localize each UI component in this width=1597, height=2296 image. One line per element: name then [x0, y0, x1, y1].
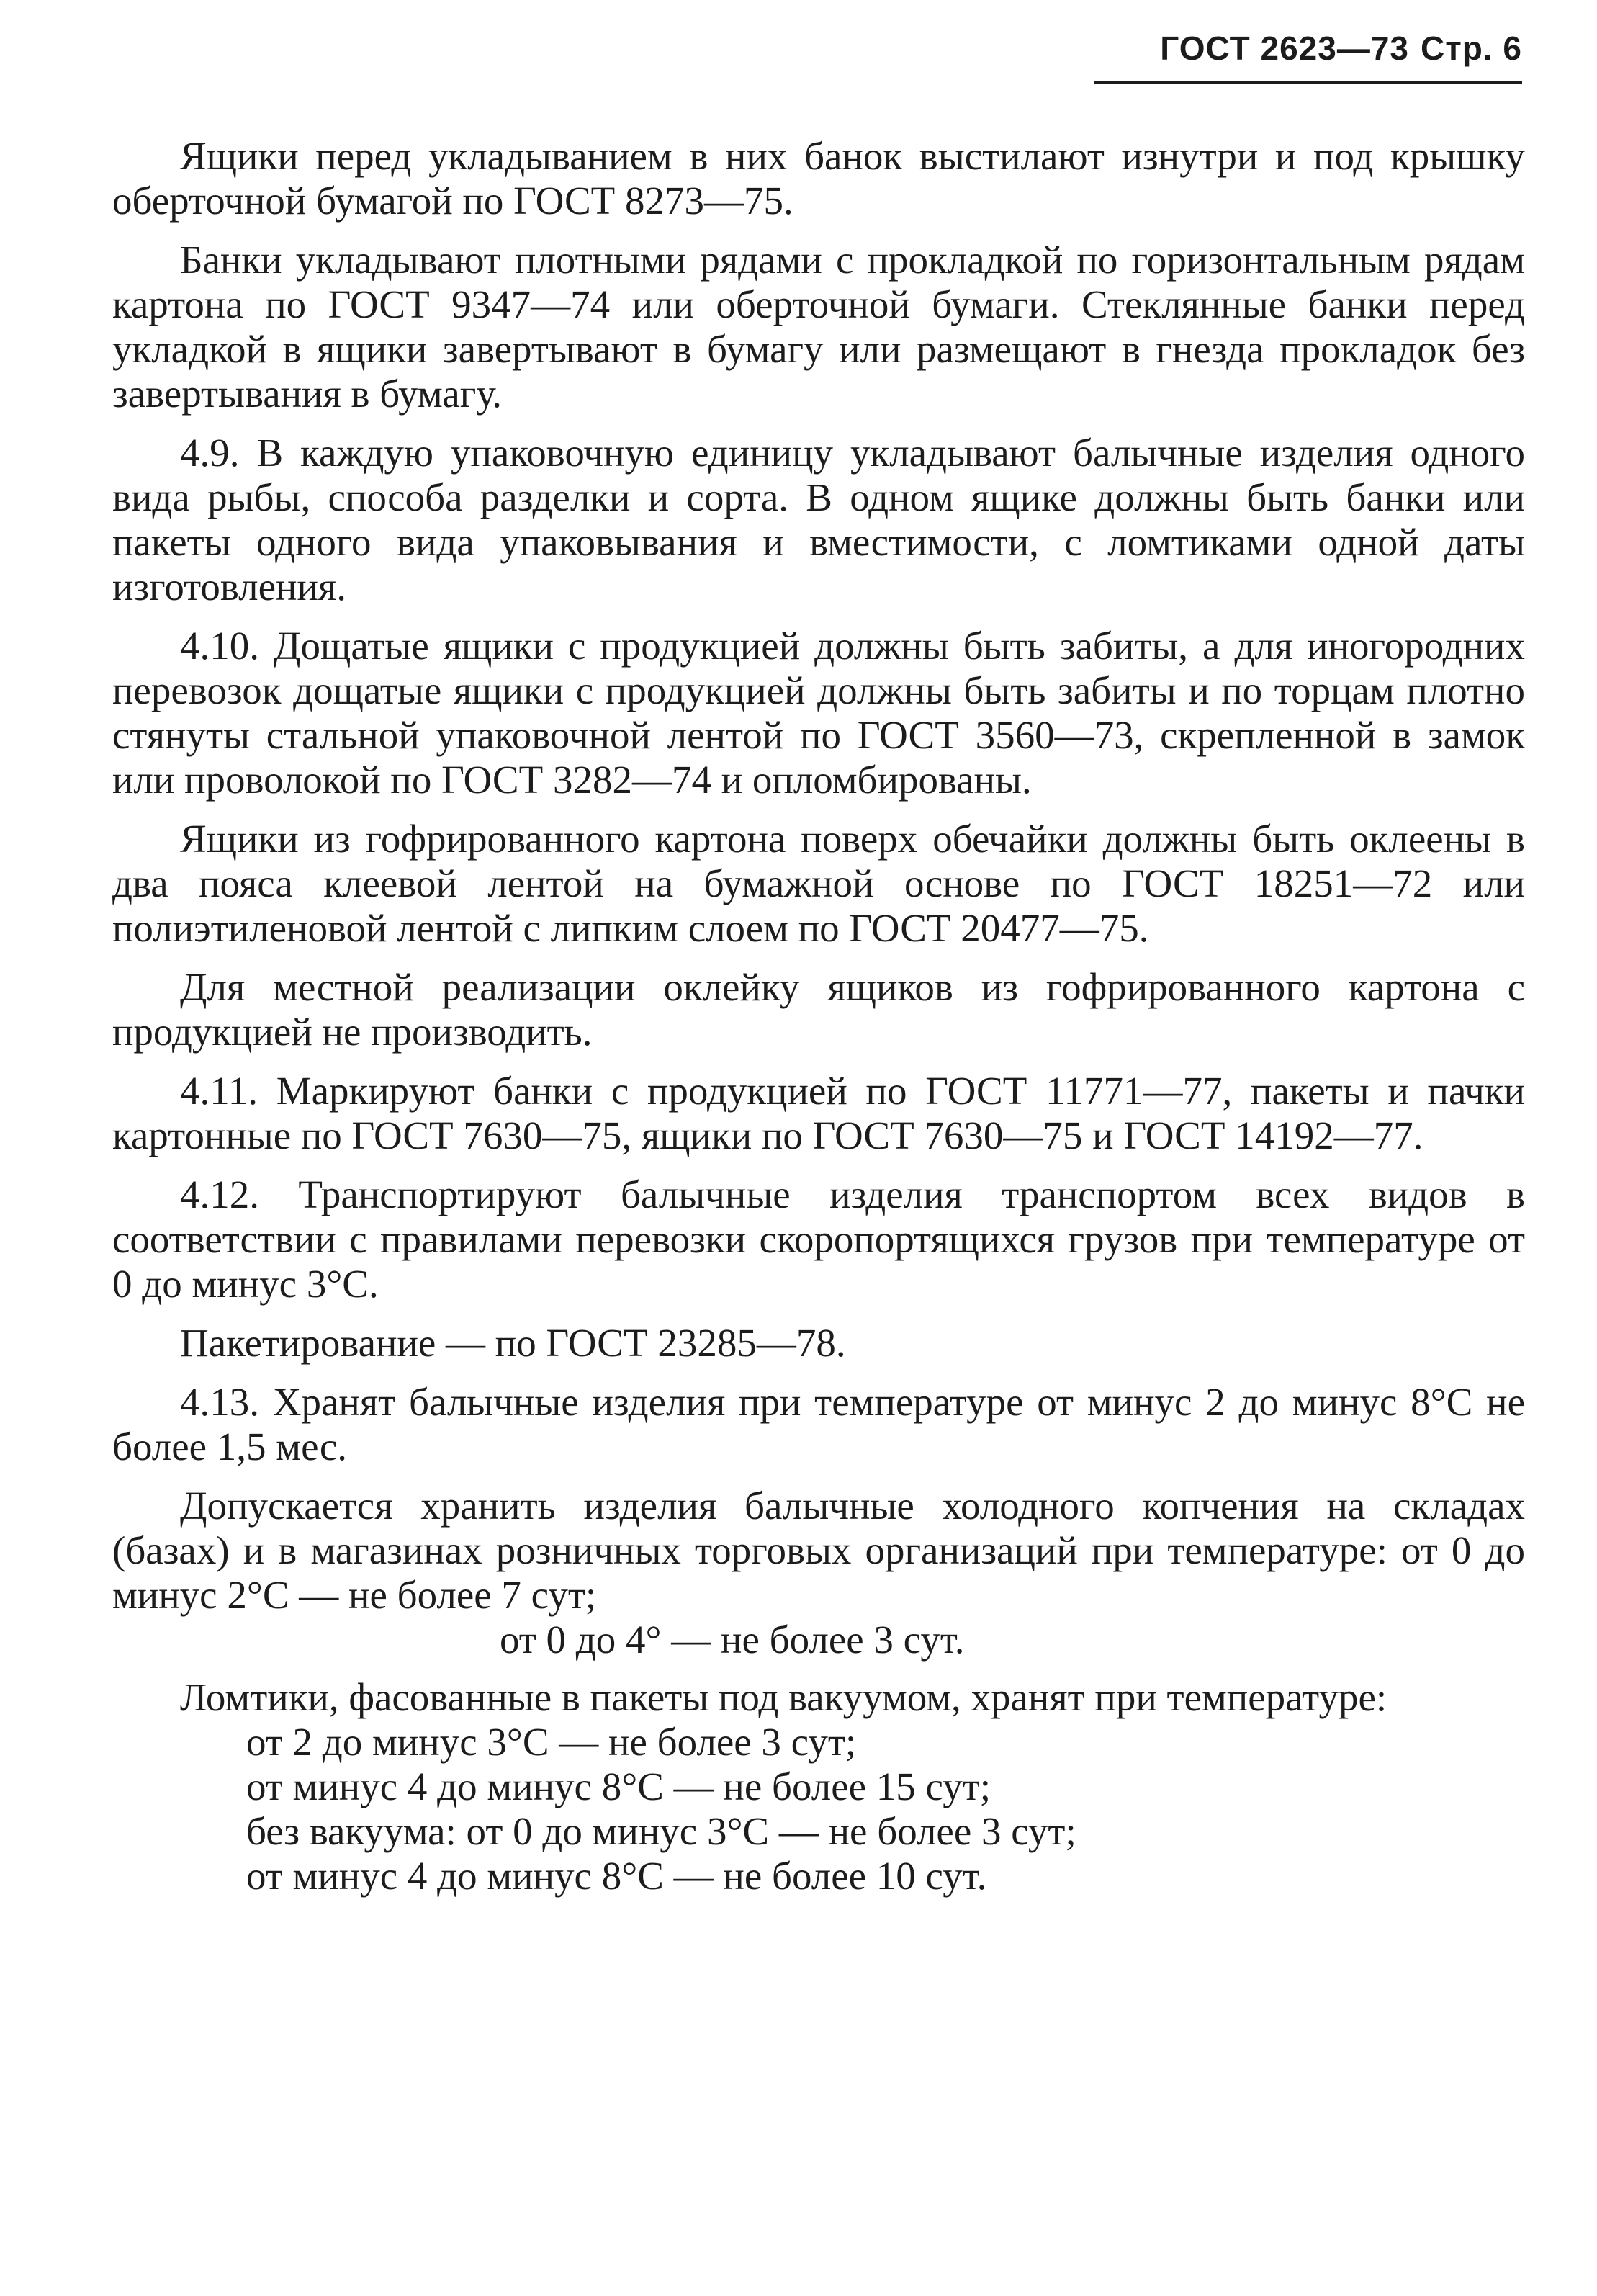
paragraph-4-11: 4.11. Маркируют банки с продукцией по ГОСТ 11771—77, пакеты и пачки картонные по ГОСТ 7630—75, ящики по ГОСТ 7630—75 и ГОСТ 14192—77.: [112, 1069, 1525, 1157]
page-header: [1090, 29, 1522, 68]
page-number: Стр. 6: [1421, 30, 1522, 67]
header-rule: [1094, 81, 1522, 84]
paragraph-vacuum-slices: Ломтики, фасованные в пакеты под вакуумом, хранят при температуре:: [180, 1675, 1387, 1719]
list-item: без вакуума: от 0 до минус 3°С — не более 3 сут;: [246, 1809, 1076, 1853]
list-item: от 2 до минус 3°С — не более 3 сут;: [246, 1720, 857, 1764]
paragraph-corrugated-boxes: Ящики из гофрированного картона поверх обечайки должны быть оклеены в два пояса клеевой лентой на бумажной основе по ГОСТ 18251—72 или полиэтиленовой лентой с липким слоем по ГОСТ 20477—75.: [112, 817, 1525, 950]
paragraph-jar-packing: Банки укладывают плотными рядами с прокладкой по горизонтальным рядам картона по ГОСТ 9347—74 или оберточной бумаги. Стеклянные банки перед укладкой в ящики завертывают в бумагу или размещают в гнезда прокладок без завертывания в бумагу.: [112, 238, 1525, 416]
paragraph-4-12: 4.12. Транспортируют балычные изделия транспортом всех видов в соответствии с правилами перевозки скоропортящихся грузов при температуре от 0 до минус 3°С.: [112, 1172, 1525, 1306]
paragraph-storage-continuation: от 0 до 4° — не более 3 сут.: [500, 1618, 965, 1662]
document-body: [112, 134, 1525, 1898]
paragraph-4-13: 4.13. Хранят балычные изделия при температуре от минус 2 до минус 8°С не более 1,5 мес.: [112, 1380, 1525, 1468]
paragraph-storage-allowed: Допускается хранить изделия балычные холодного копчения на складах (базах) и в магазинах розничных торговых организаций при температуре: от 0 до минус 2°С — не более 7 сут;: [112, 1484, 1525, 1617]
list-item: от минус 4 до минус 8°С — не более 15 сут;: [246, 1764, 991, 1808]
standard-number: ГОСТ 2623—73: [1160, 30, 1409, 67]
paragraph-4-9: 4.9. В каждую упаковочную единицу укладывают балычные изделия одного вида рыбы, способа разделки и сорта. В одном ящике должны быть банки или пакеты одного вида упаковывания и вместимости, с ломтиками одной даты изготовления.: [112, 431, 1525, 609]
paragraph-local-sale: Для местной реализации оклейку ящиков из гофрированного картона с продукцией не производить.: [112, 965, 1525, 1054]
paragraph-4-10: 4.10. Дощатые ящики с продукцией должны быть забиты, а для иногородних перевозок дощатые ящики с продукцией должны быть забиты и по торцам плотно стянуты стальной упаковочной лентой по ГОСТ 3560—73, скрепленной в замок или проволокой по ГОСТ 3282—74 и опломбированы.: [112, 624, 1525, 802]
paragraph-packaging: Пакетирование — по ГОСТ 23285—78.: [180, 1321, 846, 1365]
list-item: от минус 4 до минус 8°С — не более 10 сут.: [246, 1854, 987, 1898]
paragraph-box-lining: Ящики перед укладыванием в них банок выстилают изнутри и под крышку оберточной бумагой по ГОСТ 8273—75.: [112, 134, 1525, 223]
